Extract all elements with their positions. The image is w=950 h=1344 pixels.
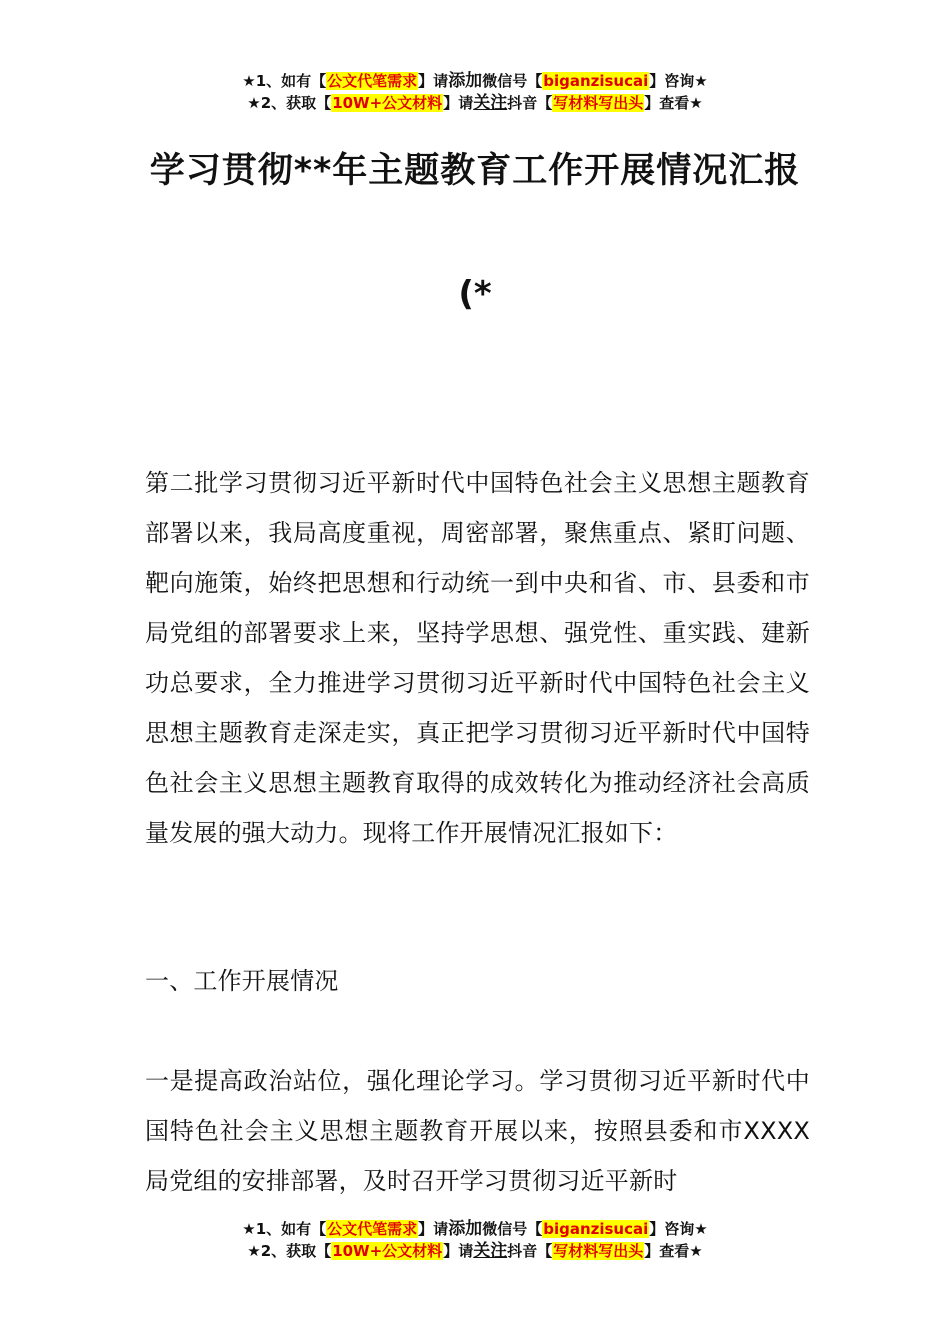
- promo-highlight: 公文代笔需求: [327, 72, 418, 90]
- promo-highlight: 10W+公文材料: [332, 94, 443, 112]
- document-subtitle: (*: [458, 274, 492, 314]
- document-title: 学习贯彻**年主题教育工作开展情况汇报: [149, 151, 801, 191]
- section-heading: 一、工作开展情况: [145, 967, 339, 995]
- promo-wechat-id: biganzisucai: [543, 72, 649, 90]
- intro-text: 第二批学习贯彻习近平新时代中国特色社会主义思想主题教育部署以来，我局高度重视，周密部署，聚焦重点、紧盯问题、靶向施策，始终把思想和行动统一到中央和省、市、县委和市局党组的部署要求上来，坚持学思想、强党性、重实践、建新功总要求，全力推进学习贯彻习近平新时代中国特色社会主义思想主题教育走深走实，真正把学习贯彻习近平新时代中国特色社会主义思想主题教育取得的成效转化为推动经济社会高质量发展的强大动力。现将工作开展情况汇报如下：: [145, 469, 810, 847]
- promo-line-2: ★2、获取【10W+公文材料】请关注抖音【写材料写出头】查看★: [247, 93, 703, 113]
- promo-highlight: 10W+公文材料: [332, 1242, 443, 1260]
- intro-paragraph: [145, 458, 810, 858]
- promo-line-1: ★1、如有【公文代笔需求】请添加微信号【biganzisucai】咨询★: [242, 71, 708, 91]
- bottom-promo-banner: [0, 1218, 950, 1262]
- top-promo-banner: [0, 70, 950, 114]
- promo-wechat-id: biganzisucai: [543, 1220, 649, 1238]
- promo-douyin-id: 写材料写出头: [553, 94, 644, 112]
- body-paragraph: [145, 1056, 810, 1206]
- promo-highlight: 公文代笔需求: [327, 1220, 418, 1238]
- promo-douyin-id: 写材料写出头: [553, 1242, 644, 1260]
- promo-line-2: ★2、获取【10W+公文材料】请关注抖音【写材料写出头】查看★: [247, 1241, 703, 1261]
- promo-line-1: ★1、如有【公文代笔需求】请添加微信号【biganzisucai】咨询★: [242, 1219, 708, 1239]
- body-text: 一是提高政治站位，强化理论学习。学习贯彻习近平新时代中国特色社会主义思想主题教育开展以来，按照县委和市XXXX局党组的安排部署，及时召开学习贯彻习近平新时: [145, 1067, 810, 1195]
